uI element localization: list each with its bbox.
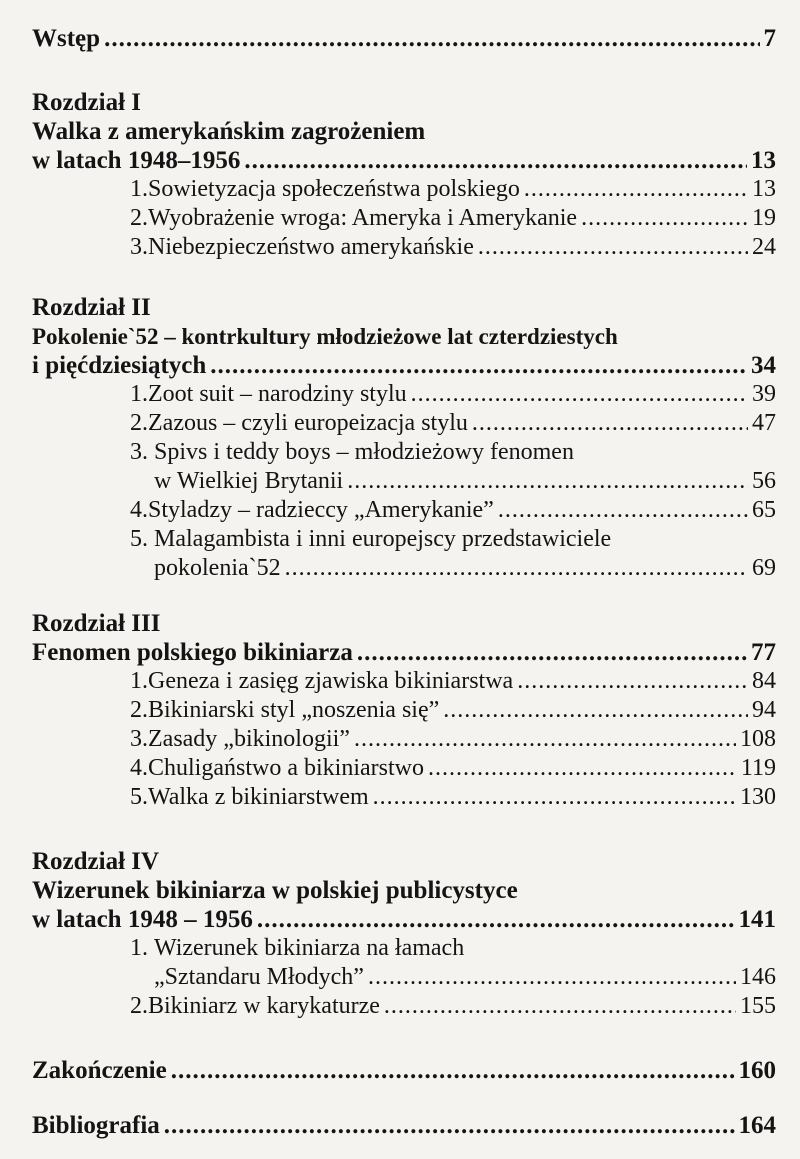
dot-leader <box>171 1056 735 1085</box>
dot-leader <box>411 380 748 409</box>
toc-section[interactable] <box>32 696 776 725</box>
chapter-title-line: Pokolenie`52 – kontrkultury młodzieżowe lat czterdziestych <box>32 324 618 349</box>
toc-page-number: 119 <box>740 755 776 781</box>
toc-entry-title: Zakończenie <box>32 1057 167 1084</box>
toc-section[interactable] <box>32 963 776 992</box>
toc-page-number: 39 <box>752 381 776 407</box>
chapter-label: Rozdział III <box>32 610 161 637</box>
chapter-label: Rozdział IV <box>32 848 160 875</box>
toc-entry-bibliography[interactable] <box>32 1111 776 1140</box>
dot-leader <box>517 667 748 696</box>
section-title: Bikiniarz w karykaturze <box>148 993 380 1019</box>
toc-page-number: 69 <box>752 555 776 581</box>
toc-page-number: 77 <box>751 639 776 666</box>
chapter-title-line: Wizerunek bikiniarza w polskiej publicystyce <box>32 877 518 904</box>
section-number: 3. <box>130 726 148 752</box>
toc-entry-intro[interactable] <box>32 24 776 53</box>
dot-leader <box>581 204 748 233</box>
section-number: 2. <box>130 697 148 723</box>
dot-leader <box>354 725 736 754</box>
toc-entry-chapter-3[interactable] <box>32 638 776 667</box>
toc-section-first-line[interactable] <box>32 934 776 963</box>
toc-section[interactable] <box>32 380 776 409</box>
section-title: Wizerunek bikiniarza na łamach <box>154 935 465 961</box>
section-title: w Wielkiej Brytanii <box>154 468 344 494</box>
dot-leader <box>164 1111 735 1140</box>
toc-section[interactable] <box>32 783 776 812</box>
dot-leader <box>524 175 748 204</box>
section-title: Spivs i teddy boys – młodzieżowy fenomen <box>154 439 574 465</box>
toc-page-number: 65 <box>752 497 776 523</box>
section-number: 1. <box>130 668 148 694</box>
toc-page-number: 164 <box>738 1112 776 1139</box>
section-title: Zasady „bikinologii” <box>148 726 350 752</box>
dot-leader <box>472 409 748 438</box>
toc-page-number: 146 <box>740 964 776 990</box>
chapter-title-line: Walka z amerykańskim zagrożeniem <box>32 118 426 145</box>
section-number: 1. <box>130 935 148 961</box>
toc-page-number: 47 <box>752 410 776 436</box>
dot-leader <box>428 754 737 783</box>
toc-page-number: 155 <box>740 993 776 1019</box>
section-title: „Sztandaru Młodych” <box>154 964 364 990</box>
dot-leader <box>384 992 736 1021</box>
toc-page-number: 130 <box>740 784 776 810</box>
section-title: Bikiniarski styl „noszenia się” <box>148 697 440 723</box>
section-number: 3. <box>130 439 148 465</box>
toc-section-first-line[interactable] <box>32 438 776 467</box>
section-title: Malagambista i inni europejscy przedstawiciele <box>154 526 612 552</box>
toc-page-number: 56 <box>752 468 776 494</box>
section-number: 5. <box>130 526 148 552</box>
section-title: Walka z bikiniarstwem <box>148 784 369 810</box>
toc-section[interactable] <box>32 467 776 496</box>
toc-page-number: 13 <box>752 176 776 202</box>
toc-section[interactable] <box>32 554 776 583</box>
toc-entry-chapter-2[interactable] <box>32 351 776 380</box>
section-title: Chuligaństwo a bikiniarstwo <box>148 755 424 781</box>
toc-page-number: 108 <box>740 726 776 752</box>
section-number: 5. <box>130 784 148 810</box>
section-title: Geneza i zasięg zjawiska bikiniarstwa <box>148 668 514 694</box>
section-number: 3. <box>130 234 148 260</box>
section-title: Zazous – czyli europeizacja stylu <box>148 410 468 436</box>
dot-leader <box>285 554 748 583</box>
toc-section[interactable] <box>32 496 776 525</box>
section-number: 2. <box>130 205 148 231</box>
dot-leader <box>443 696 748 725</box>
section-number: 4. <box>130 497 148 523</box>
section-number: 4. <box>130 755 148 781</box>
toc-page-number: 84 <box>752 668 776 694</box>
dot-leader <box>347 467 748 496</box>
section-title: Niebezpieczeństwo amerykańskie <box>148 234 474 260</box>
toc-section[interactable] <box>32 992 776 1021</box>
toc-entry-title: Wstęp <box>32 25 101 52</box>
dot-leader <box>478 233 748 262</box>
toc-section[interactable] <box>32 667 776 696</box>
section-number: 1. <box>130 381 148 407</box>
toc-page-number: 13 <box>751 147 776 174</box>
toc-page-number: 34 <box>751 352 776 379</box>
toc-page-number: 160 <box>738 1057 776 1084</box>
chapter-title-line: Fenomen polskiego bikiniarza <box>32 639 353 666</box>
section-title: pokolenia`52 <box>154 555 281 581</box>
dot-leader <box>498 496 748 525</box>
chapter-title-line: w latach 1948–1956 <box>32 147 241 174</box>
dot-leader <box>210 351 747 380</box>
toc-section[interactable] <box>32 233 776 262</box>
dot-leader <box>368 963 736 992</box>
dot-leader <box>104 24 759 53</box>
dot-leader <box>357 638 747 667</box>
toc-page-number: 94 <box>752 697 776 723</box>
section-title: Styladzy – radzieccy „Amerykanie” <box>148 497 494 523</box>
section-title: Sowietyzacja społeczeństwa polskiego <box>148 176 520 202</box>
dot-leader <box>257 905 735 934</box>
section-number: 2. <box>130 410 148 436</box>
dot-leader <box>373 783 736 812</box>
chapter-title-line: w latach 1948 – 1956 <box>32 906 253 933</box>
dot-leader <box>244 146 747 175</box>
toc-section[interactable] <box>32 204 776 233</box>
toc-section[interactable] <box>32 754 776 783</box>
toc-page-number: 24 <box>752 234 776 260</box>
toc-page-number: 7 <box>763 25 776 52</box>
chapter-label: Rozdział II <box>32 294 151 321</box>
section-title: Zoot suit – narodziny stylu <box>148 381 407 407</box>
toc-page-number: 141 <box>738 906 776 933</box>
toc-section[interactable] <box>32 175 776 204</box>
toc-section-first-line[interactable] <box>32 525 776 554</box>
toc-entry-ending[interactable] <box>32 1056 776 1085</box>
section-number: 2. <box>130 993 148 1019</box>
toc-section[interactable] <box>32 725 776 754</box>
toc-entry-chapter-1[interactable] <box>32 146 776 175</box>
toc-page-number: 19 <box>752 205 776 231</box>
chapter-label: Rozdział I <box>32 89 142 116</box>
chapter-title-line: i pięćdziesiątych <box>32 352 207 379</box>
toc-section[interactable] <box>32 409 776 438</box>
section-title: Wyobrażenie wroga: Ameryka i Amerykanie <box>148 205 578 231</box>
toc-entry-title: Bibliografia <box>32 1112 160 1139</box>
section-number: 1. <box>130 176 148 202</box>
toc-entry-chapter-4[interactable] <box>32 905 776 934</box>
